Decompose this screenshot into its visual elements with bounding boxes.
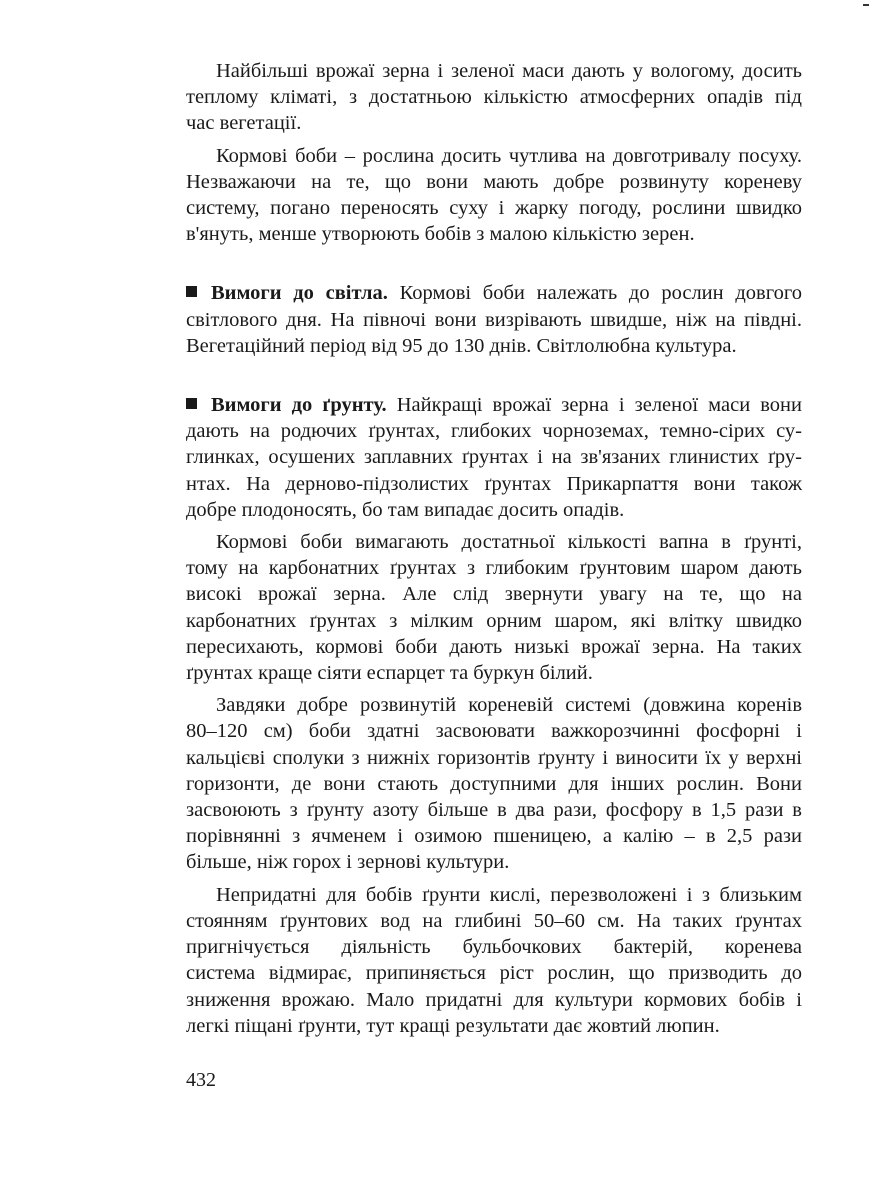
text-line: світлового дня. На півночі вони визрівають швидше, ніж на півдні.: [186, 308, 802, 331]
text-line: тому на карбонатних ґрунтах з глибоким ґрунтовим шаром дають: [186, 557, 802, 580]
text-line: Кормові боби вимагають достатньої кількості вапна в ґрунті,: [216, 531, 802, 554]
text-span: Кормові боби належать до рослин довгого: [387, 282, 802, 305]
text-line: дають на родючих ґрунтах, глибоких чорноземах, темно-сірих су-: [186, 420, 802, 443]
text-line: Незважаючи на те, що вони мають добре розвинуту кореневу: [186, 170, 802, 193]
text-line: порівнянні з ячменем і озимою пшеницею, а калію – в 2,5 рази: [186, 825, 802, 848]
paragraph-climate: [186, 58, 802, 137]
text-line: глинках, осушених заплавних ґрунтах і на зв'язаних глинистих ґру-: [186, 446, 802, 469]
text-line: пригнічується діяльність бульбочкових бактерій, коренева: [186, 936, 802, 959]
page-body: [186, 58, 802, 1039]
text-line: нтах. На дерново-підзолистих ґрунтах Прикарпаття вони також: [186, 472, 802, 495]
text-line: горизонти, де вони стають доступними для інших рослин. Вони: [186, 772, 802, 795]
section-heading: Вимоги до ґрунту.: [211, 394, 387, 417]
text-line: більше, ніж горох і зернові культури.: [186, 851, 510, 874]
text-line: теплому кліматі, з достатньою кількістю атмосферних опадів під: [186, 86, 802, 109]
text-line: Найбільші врожаї зерна і зеленої маси дають у вологому, досить: [216, 60, 802, 82]
paragraph-unsuitable-soils: [186, 882, 802, 1039]
corner-mark: [863, 4, 869, 6]
paragraph-roots: [186, 692, 802, 875]
text-line: час вегетації.: [186, 112, 302, 135]
text-span: Найкращі врожаї зерна і зеленої маси вони: [386, 394, 802, 417]
text-line: добре плодоносять, бо там випадає досить опадів.: [186, 498, 625, 521]
text-line: засвоюють з ґрунту азоту більше в два рази, фосфору в 1,5 рази в: [186, 799, 802, 822]
text-line: Кормові боби – рослина досить чутлива на довготривалу посуху.: [216, 144, 802, 167]
bullet-square-icon: [186, 398, 197, 409]
section-soil-requirements: [186, 392, 802, 523]
text-line: в'януть, менше утворюють бобів з малою кількістю зерен.: [186, 223, 695, 246]
text-line: легкі піщані ґрунти, тут кращі результати дає жовтий люпин.: [186, 1014, 720, 1037]
paragraph-lime: [186, 529, 802, 686]
text-line: карбонатних ґрунтах з мілким орним шаром, які влітку швидко: [186, 609, 802, 632]
section-light-requirements: [186, 280, 802, 359]
section-heading: Вимоги до світла.: [211, 282, 388, 305]
text-line: стоянням ґрунтових вод на глибині 50–60 см. На таких ґрунтах: [186, 909, 802, 932]
text-line: зниження врожаю. Мало придатні для культури кормових бобів і: [186, 988, 802, 1011]
text-line: високі врожаї зерна. Але слід звернути увагу на те, що на: [186, 583, 802, 606]
text-line: Завдяки добре розвинутій кореневій системі (довжина коренів: [216, 694, 802, 717]
text-line: Непридатні для бобів ґрунти кислі, перезволожені і з близьким: [216, 883, 802, 906]
paragraph-drought: [186, 143, 802, 248]
text-line: кальцієві сполуки з нижніх горизонтів ґрунту і виносити їх у верхні: [186, 746, 802, 769]
page-number: 432: [186, 1069, 216, 1091]
text-line: Вегетаційний період від 95 до 130 днів. Світлолюбна культура.: [186, 334, 737, 357]
text-line: ґрунтах краще сіяти еспарцет та буркун білий.: [186, 662, 593, 685]
text-line: система відмирає, припиняється ріст рослин, що призводить до: [186, 962, 802, 985]
text-line: систему, погано переносять суху і жарку погоду, рослини швидко: [186, 197, 802, 220]
bullet-square-icon: [186, 286, 197, 297]
text-line: 80–120 см) боби здатні засвоювати важкорозчинні фосфорні і: [186, 720, 802, 743]
text-line: [186, 280, 802, 306]
text-line: [186, 392, 802, 418]
text-line: пересихають, кормові боби дають низькі врожаї зерна. На таких: [186, 635, 802, 658]
